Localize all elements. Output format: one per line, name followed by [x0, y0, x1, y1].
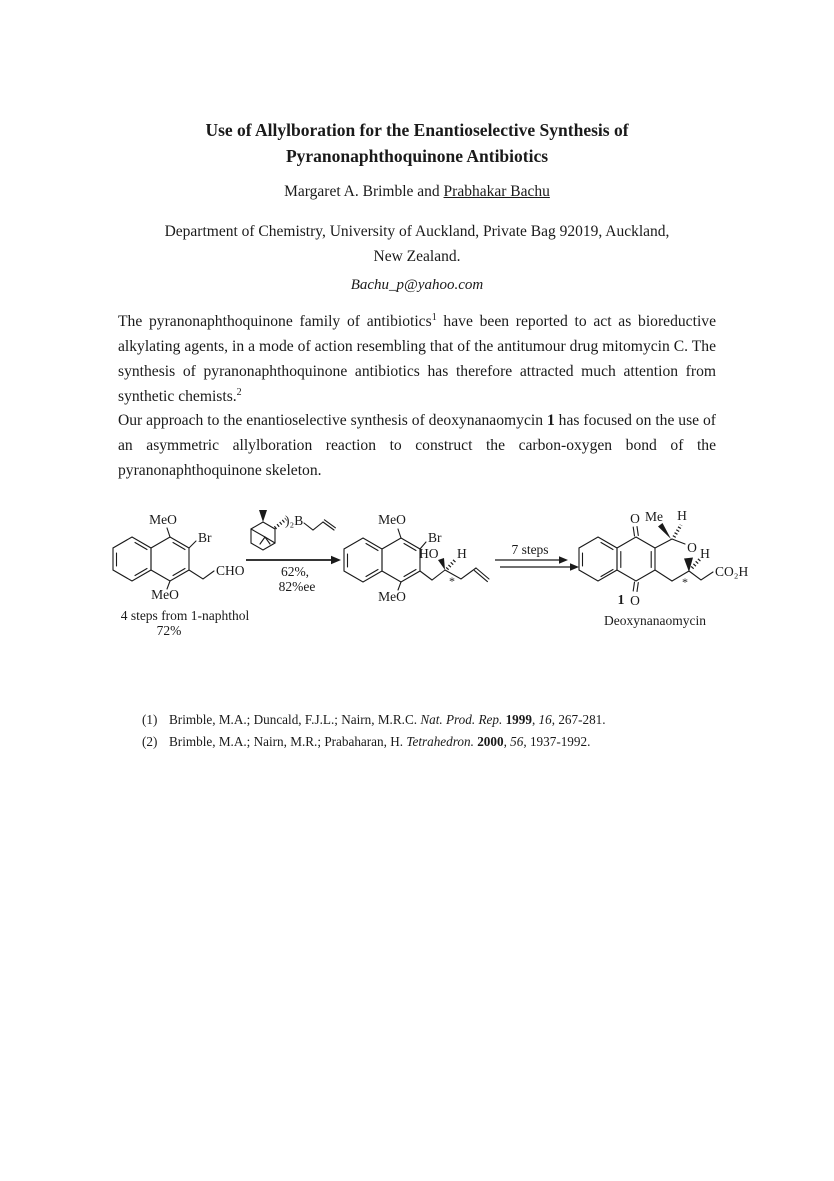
c-ring-oxygen-wedge — [684, 558, 693, 573]
c-compound-number: 1 — [617, 592, 625, 607]
citation-ref-2: 2 — [236, 386, 242, 398]
c-h-mid-label: H — [700, 546, 710, 561]
a-caption-line-2: 72% — [156, 623, 182, 638]
reaction-arrow-2 — [495, 542, 579, 571]
b-ho-label: HO — [419, 546, 439, 561]
affiliation-line-1: Department of Chemistry, University of Auckland, Private Bag 92019, Auckland, — [164, 223, 670, 240]
b-stereocenter-star: * — [449, 574, 455, 588]
ref1-authors: Brimble, M.A.; Duncald, F.J.L.; Nairn, M.R.C. — [169, 712, 421, 727]
abstract-paragraph-1 — [118, 309, 716, 409]
ref2-journal: Tetrahedron. — [406, 734, 478, 749]
reagent-allylborane — [251, 510, 335, 550]
ref1-journal: Nat. Prod. Rep. — [420, 712, 506, 727]
ref2-authors: Brimble, M.A.; Nairn, M.R.; Prabaharan, H. — [169, 734, 407, 749]
a-meo-top-label: MeO — [149, 512, 177, 527]
a-br-label: Br — [198, 530, 212, 545]
a-cho-label: CHO — [216, 563, 245, 578]
b-h-label: H — [457, 546, 467, 561]
reagent-borane-label: )₂B — [285, 513, 304, 528]
reference-text — [169, 731, 590, 753]
p1-text-2: have been reported to act as bioreductive alkylating agents, in a mode of action resembling that of the antitumour drug mitomycin C. The synthesis of pyranonaphthoquinone antibiotics has therefore attracted much attention from synthetic chemists. — [118, 313, 716, 405]
reference-number: (1) — [142, 712, 158, 727]
p1-text: The pyranonaphthoquinone family of antibiotics — [118, 313, 432, 330]
c-me-label: Me — [645, 509, 663, 524]
reagent-methyl-wedge — [259, 510, 267, 522]
b-oh-wedge — [438, 558, 445, 570]
reference-text — [169, 709, 606, 731]
b-meo-bottom-label: MeO — [378, 589, 406, 604]
c-methyl-wedge — [658, 523, 671, 539]
ref1-volume: 16 — [538, 712, 552, 727]
ref1-year: 1999 — [505, 712, 532, 727]
citation-ref-1: 1 — [431, 311, 437, 323]
reaction-arrow-1 — [246, 556, 341, 594]
a-meo-bottom-label: MeO — [151, 587, 179, 602]
references-list — [142, 709, 722, 753]
affiliation — [118, 219, 716, 269]
ref2-pages: , 1937-1992. — [523, 734, 591, 749]
affiliation-line-2: New Zealand. — [373, 248, 461, 265]
email-address: Bachu_p@yahoo.com — [350, 277, 484, 293]
compound-number-inline: 1 — [546, 412, 555, 429]
c-h-mid-hash-bond — [692, 559, 700, 568]
reference-item-2 — [142, 731, 722, 753]
c-h-top-hash-bond — [674, 525, 681, 537]
authors-line — [118, 183, 716, 201]
b-meo-top-label: MeO — [378, 512, 406, 527]
title-line-1: Use of Allylboration for the Enantioselective Synthesis of — [205, 120, 629, 140]
structure-a-bromoaldehyde — [113, 512, 250, 638]
ref2-year: 2000 — [477, 734, 504, 749]
b-h-hash-bond — [447, 559, 456, 569]
reference-number: (2) — [142, 734, 158, 749]
c-compound-name: Deoxynanaomycin — [604, 613, 706, 628]
title-line-2: Pyranonaphthoquinone Antibiotics — [285, 146, 549, 166]
page-title — [118, 117, 716, 169]
a-caption-line-1: 4 steps from 1-naphthol — [120, 608, 250, 623]
ref2-sep: , — [503, 734, 511, 749]
ref1-sep: , — [531, 712, 539, 727]
abstract-paragraph-2 — [118, 408, 716, 483]
author-first: Margaret A. Brimble and — [284, 183, 444, 200]
arrow2-steps-label: 7 steps — [511, 542, 549, 557]
ref2-volume: 56 — [510, 734, 524, 749]
p2-text-2: has focused on the use of an asymmetric allylboration reaction to construct the carbon-oxygen bond of the pyranonaphthoquinone skeleton. — [118, 412, 717, 479]
arrow1-yield-label: 62%, — [280, 564, 310, 579]
structure-b-homoallylic-alcohol — [344, 512, 489, 604]
c-quinone-o-bottom-label: O — [630, 593, 640, 608]
reaction-scheme — [108, 497, 778, 657]
ref1-pages: , 267-281. — [551, 712, 606, 727]
c-h-top-label: H — [677, 508, 687, 523]
arrow1-ee-label: 82%ee — [278, 579, 316, 594]
author-second: Prabhakar Bachu — [443, 183, 550, 200]
p2-text: Our approach to the enantioselective synthesis of deoxynanaomycin — [118, 412, 547, 429]
c-ring-o-label: O — [687, 540, 697, 555]
b-br-label: Br — [428, 530, 442, 545]
c-stereocenter-star: * — [682, 575, 688, 589]
reference-item-1 — [142, 709, 722, 731]
c-quinone-o-top-label: O — [630, 511, 640, 526]
c-co2h-label: CO₂H — [715, 564, 749, 579]
structure-c-deoxynanaomycin — [579, 508, 748, 628]
